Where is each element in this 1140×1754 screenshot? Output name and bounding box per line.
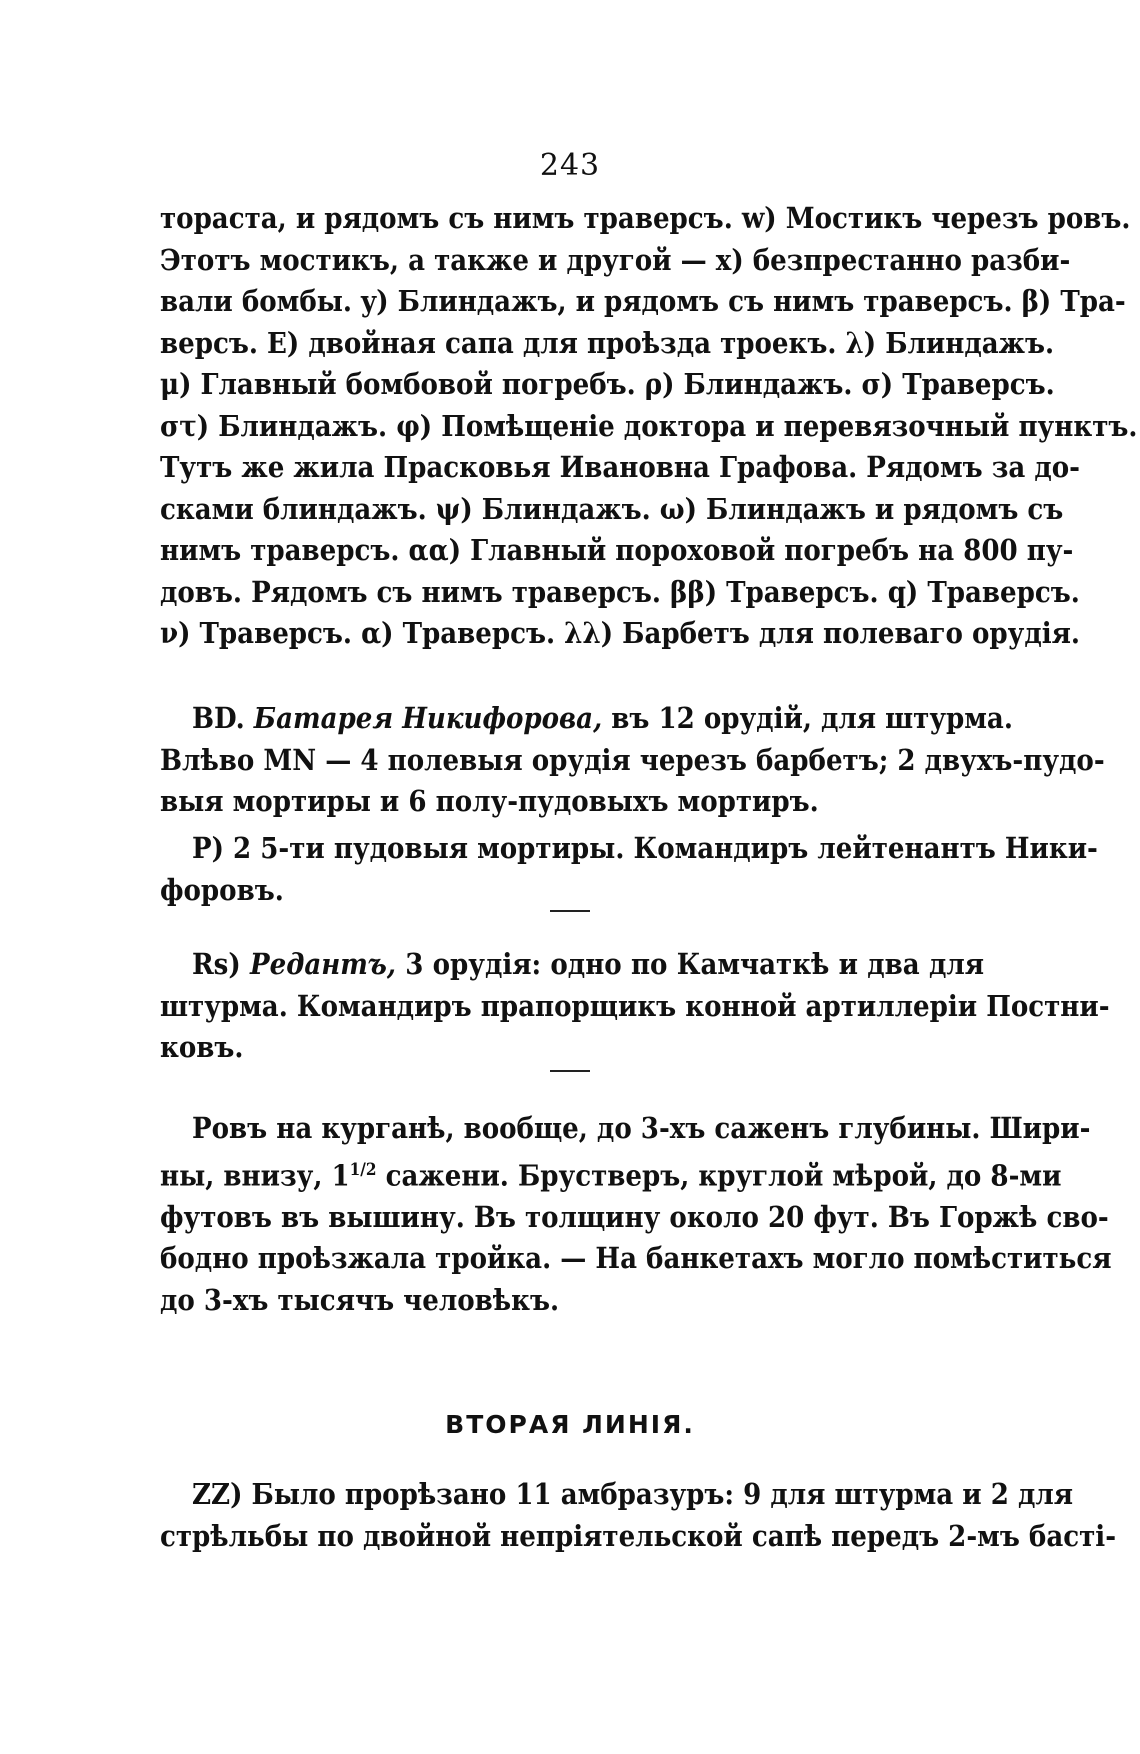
text-line: тораста, и рядомъ съ нимъ траверсъ. w) Мостикъ черезъ ровъ. — [160, 201, 1131, 235]
text-line: Тутъ же жила Прасковья Ивановна Графова. Рядомъ за до- — [160, 450, 1080, 484]
paragraph-redan — [160, 944, 1110, 1069]
paragraph-mortars — [160, 828, 1098, 911]
text-line: ZZ) Было прорѣзано 11 амбразуръ: 9 для штурма и 2 для — [192, 1477, 1074, 1511]
text-line: штурма. Командиръ прапорщикъ конной артиллеріи Постни- — [160, 988, 1110, 1023]
text-line — [160, 1150, 1062, 1197]
fraction: 1/2 — [349, 1159, 377, 1180]
text-line: сками блиндажъ. ψ) Блиндажъ. ω) Блиндажъ и рядомъ съ — [160, 491, 1064, 526]
text-fragment: въ 12 орудій, для штурма. — [611, 701, 1013, 735]
paragraph-battery — [160, 698, 1105, 823]
battery-title: Батарея Никифорова, — [253, 701, 603, 735]
paragraph-ditch — [160, 1108, 1112, 1321]
separator-rule — [550, 1070, 590, 1072]
text-line — [160, 698, 1013, 740]
text-line: бодно проѣзжала тройка. — На банкетахъ могло помѣститься — [160, 1241, 1112, 1276]
text-line: до 3-хъ тысячъ человѣкъ. — [160, 1282, 560, 1317]
text-line: P) 2 5-ти пудовыя мортиры. Командиръ лейтенантъ Ники- — [192, 831, 1098, 865]
paragraph-second-line — [160, 1474, 1117, 1557]
paragraph-legend — [160, 198, 1138, 655]
text-line: версъ. E) двойная сапа для проѣзда троекъ. λ) Блиндажъ. — [160, 325, 1055, 360]
text-line: вали бомбы. y) Блиндажъ, и рядомъ съ нимъ траверсъ. β) Тра- — [160, 284, 1126, 318]
text-line: форовъ. — [160, 872, 284, 907]
text-line: стрѣльбы по двойной непріятельской сапѣ передъ 2-мъ басті- — [160, 1518, 1117, 1553]
section-label: BD. — [192, 701, 245, 735]
text-line: Этотъ мостикъ, а также и другой — x) безпрестанно разби- — [160, 242, 1071, 277]
section-heading: ВТОРАЯ ЛИНІЯ. — [445, 1410, 695, 1439]
text-line: στ) Блиндажъ. φ) Помѣщеніе доктора и перевязочный пунктъ. — [160, 408, 1138, 443]
text-line: выя мортиры и 6 полу-пудовыхъ мортиръ. — [160, 784, 819, 818]
text-line: довъ. Рядомъ съ нимъ траверсъ. ββ) Траверсъ. q) Траверсъ. — [160, 574, 1080, 609]
text-line: ковъ. — [160, 1030, 244, 1064]
text-fragment: сажени. Брустверъ, круглой мѣрой, до 8-ми — [376, 1158, 1062, 1193]
text-line: Ровъ на курганѣ, вообще, до 3-хъ саженъ глубины. Шири- — [192, 1111, 1091, 1145]
text-line: μ) Главный бомбовой погребъ. ρ) Блиндажъ. σ) Траверсъ. — [160, 367, 1055, 401]
separator-rule — [550, 910, 590, 912]
text-line: футовъ въ вышину. Въ толщину около 20 фут. Въ Горжѣ сво- — [160, 1199, 1109, 1234]
text-line: ν) Траверсъ. α) Траверсъ. λλ) Барбетъ для полеваго орудія. — [160, 616, 1080, 650]
page-number: 243 — [539, 148, 601, 183]
text-fragment: 3 орудія: одно по Камчаткѣ и два для — [405, 947, 985, 981]
section-label: Rs) — [192, 947, 241, 981]
text-line: Влѣво MN — 4 полевыя орудія черезъ барбетъ; 2 двухъ-пудо- — [160, 742, 1105, 777]
text-line: нимъ траверсъ. αα) Главный пороховой погребъ на 800 пу- — [160, 533, 1074, 567]
text-line — [160, 944, 984, 986]
text-fragment: ны, внизу, 1 — [160, 1158, 350, 1193]
redan-title: Редантъ, — [249, 947, 396, 981]
